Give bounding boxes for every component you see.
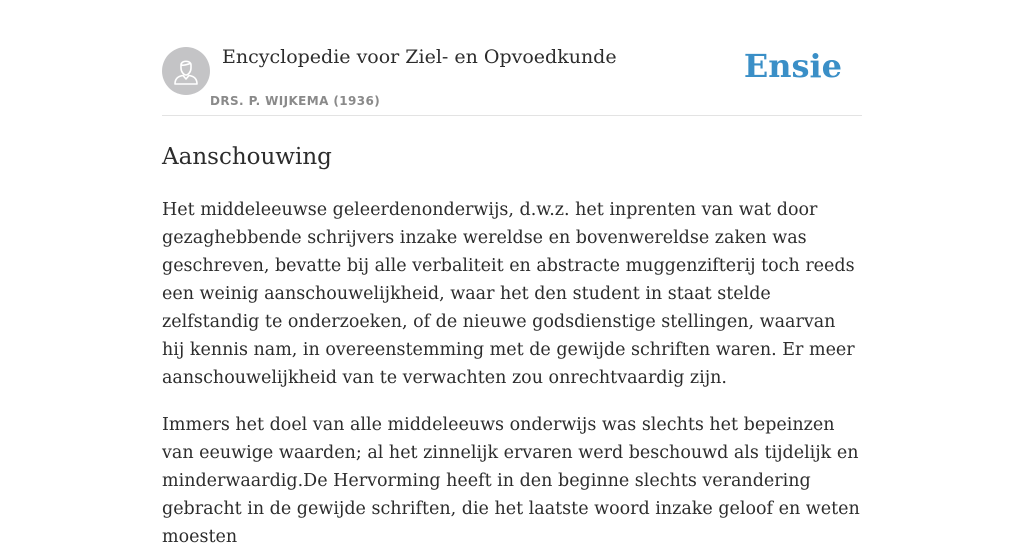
book-title[interactable]: Encyclopedie voor Ziel- en Opvoedkunde (222, 46, 617, 68)
author-byline[interactable]: DRS. P. WIJKEMA (1936) (210, 94, 381, 108)
article-title: Aanschouwing (162, 144, 332, 170)
user-icon (173, 56, 199, 86)
article-paragraph-1: Het middeleeuwse geleerdenonderwijs, d.w.z. het inprenten van wat door gezaghebbende schrijvers inzake wereldse en bovenwereldse zaken was geschreven, bevatte bij alle verbaliteit en abstracte muggenzifterij toch reeds een weinig aanschouwelijkheid, waar het den student in staat stelde zelfstandig te onderzoeken, of de nieuwe godsdienstige stellingen, waarvan hij kennis nam, in overeenstemming met de gewijde schriften waren. Er meer aanschouwelijkheid van te verwachten zou onrechtvaardig zijn. (162, 200, 855, 388)
ensie-logo-link[interactable]: Ensie (743, 47, 842, 85)
avatar (162, 47, 210, 95)
article-paragraph-2: Immers het doel van alle middeleeuws onderwijs was slechts het bepeinzen van eeuwige waarden; al het zinnelijk ervaren werd beschouwd als tijdelijk en minderwaardig.De Hervorming heeft in den beginne slechts verandering gebracht in de gewijde schriften, die het laatste woord inzake geloof en weten moesten (162, 415, 860, 547)
page (162, 0, 862, 551)
header (162, 0, 862, 116)
